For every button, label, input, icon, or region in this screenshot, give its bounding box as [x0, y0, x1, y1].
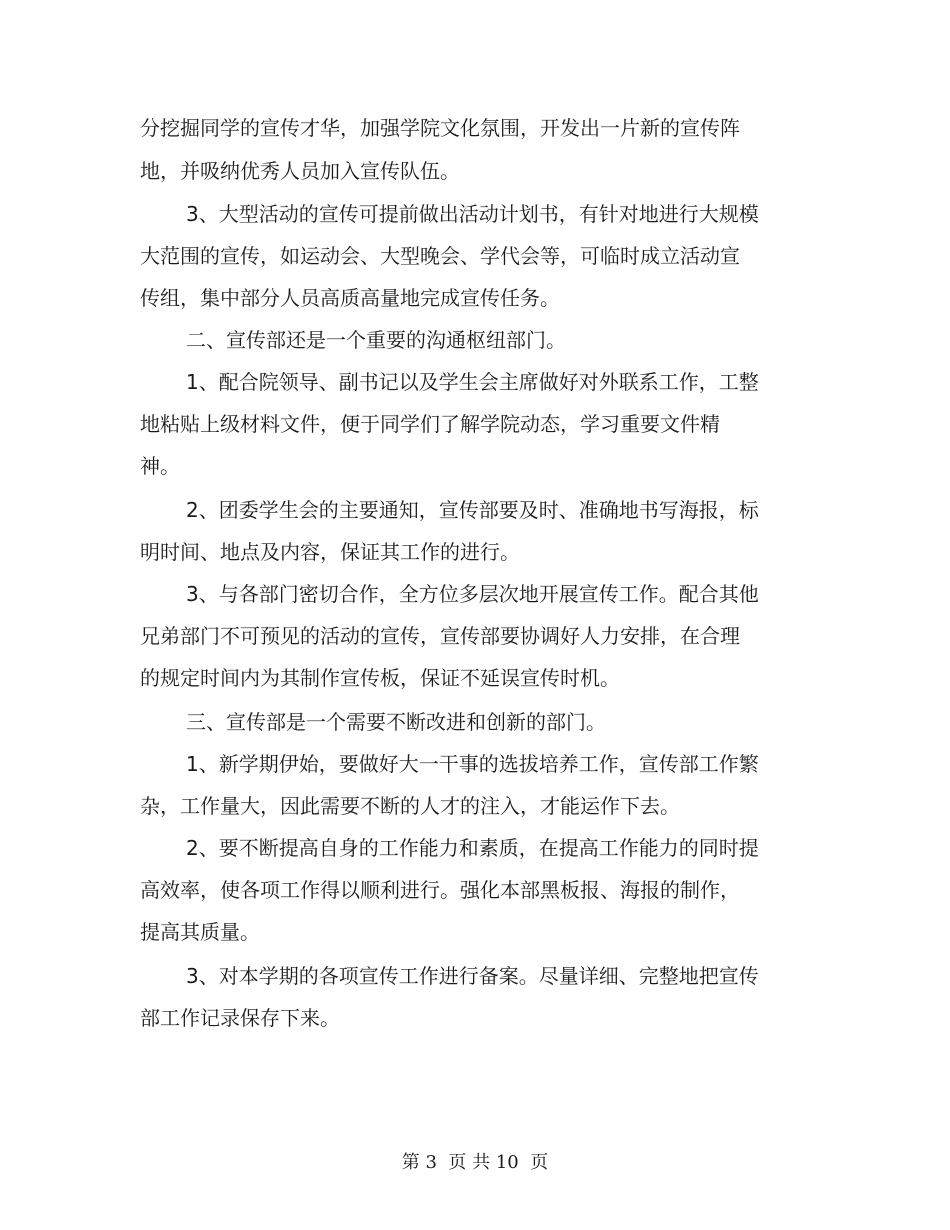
- body-line: 3、大型活动的宣传可提前做出活动计划书，有针对地进行大规模: [186, 202, 759, 226]
- body-line: 杂，工作量大，因此需要不断的人才的注入，才能运作下去。: [140, 794, 680, 818]
- body-line: 3、与各部门密切合作，全方位多层次地开展宣传工作。配合其他: [186, 582, 759, 606]
- body-line: 3、对本学期的各项宣传工作进行备案。尽量详细、完整地把宣传: [186, 964, 759, 988]
- body-line: 的规定时间内为其制作宣传板，保证不延误宣传时机。: [140, 666, 620, 690]
- page-number-footer: 第 3 页 共 10 页: [401, 1152, 549, 1173]
- body-line: 兄弟部门不可预见的活动的宣传，宣传部要协调好人力安排，在合理: [140, 624, 740, 648]
- body-line: 分挖掘同学的宣传才华，加强学院文化氛围，开发出一片新的宣传阵: [140, 116, 740, 140]
- body-line: 2、团委学生会的主要通知，宣传部要及时、准确地书写海报，标: [186, 498, 759, 522]
- body-line: 高效率，使各项工作得以顺利进行。强化本部黑板报、海报的制作，: [140, 878, 740, 902]
- body-line: 1、新学期伊始，要做好大一干事的选拔培养工作，宣传部工作繁: [186, 752, 759, 776]
- section-heading: 三、宣传部是一个需要不断改进和创新的部门。: [186, 710, 606, 734]
- body-line: 明时间、地点及内容，保证其工作的进行。: [140, 540, 520, 564]
- body-line: 提高其质量。: [140, 920, 260, 944]
- body-line: 神。: [140, 454, 180, 478]
- body-line: 传组，集中部分人员高质高量地完成宣传任务。: [140, 286, 560, 310]
- body-line: 2、要不断提高自身的工作能力和素质，在提高工作能力的同时提: [186, 836, 759, 860]
- body-line: 大范围的宣传，如运动会、大型晚会、学代会等，可临时成立活动宣: [140, 244, 740, 268]
- body-line: 地，并吸纳优秀人员加入宣传队伍。: [140, 159, 460, 183]
- body-line: 部工作记录保存下来。: [140, 1006, 340, 1030]
- section-heading: 二、宣传部还是一个重要的沟通枢纽部门。: [186, 328, 566, 352]
- body-line: 地粘贴上级材料文件，便于同学们了解学院动态，学习重要文件精: [140, 412, 720, 436]
- body-line: 1、配合院领导、副书记以及学生会主席做好对外联系工作，工整: [186, 370, 759, 394]
